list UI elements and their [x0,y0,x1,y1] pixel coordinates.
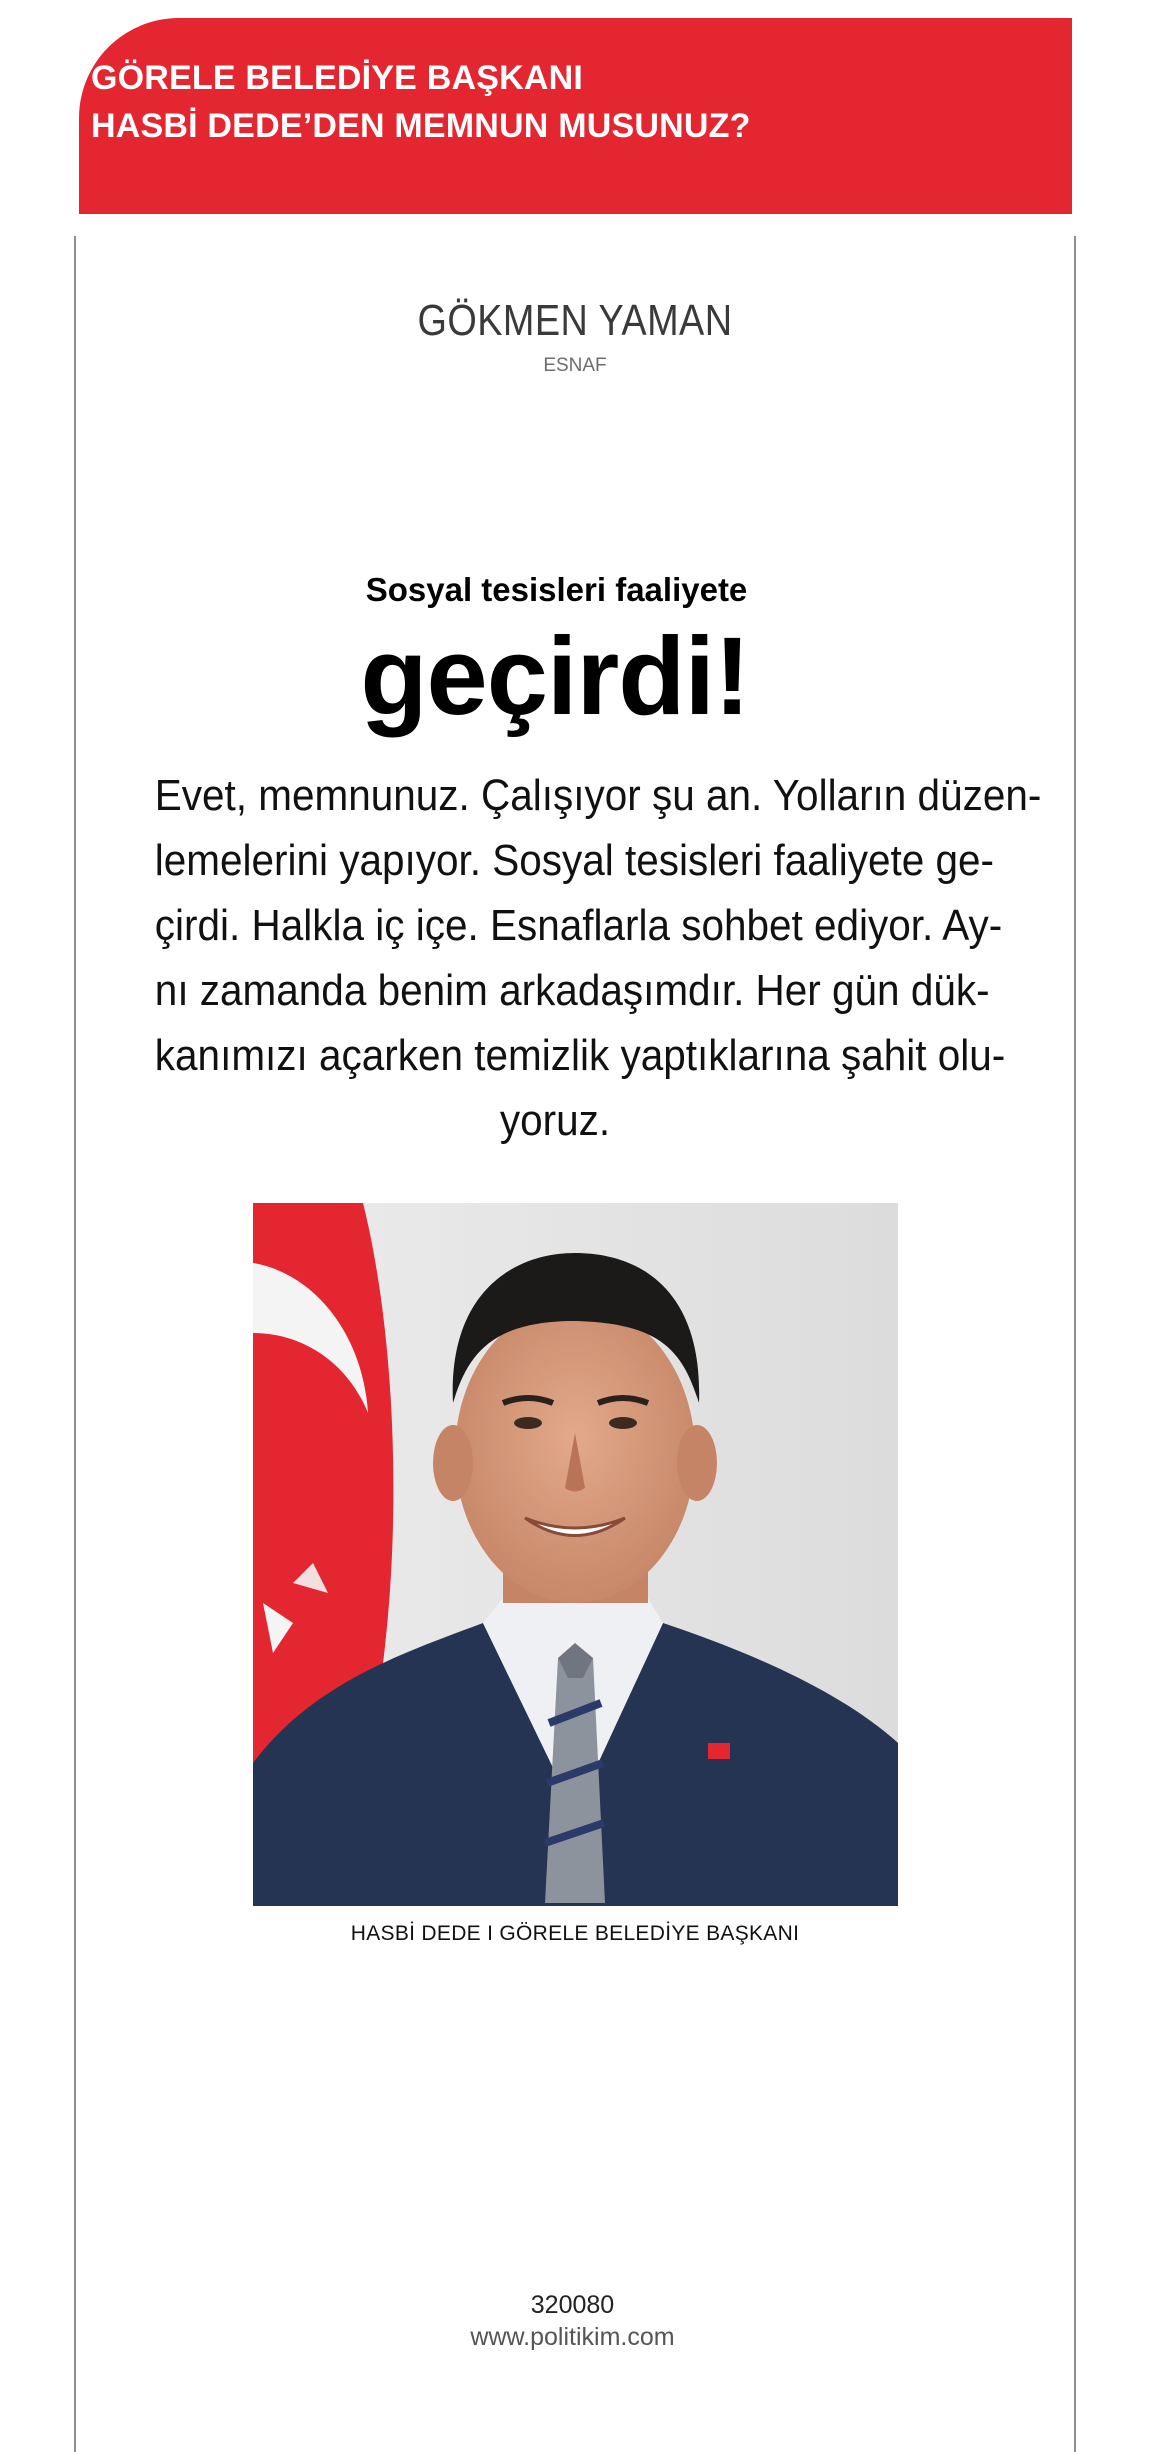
author-name: GÖKMEN YAMAN [417,296,733,345]
footer-number: 320080 [530,2291,615,2319]
banner-title-line-1: GÖRELE BELEDİYE BAŞKANI [91,59,583,97]
footer-url[interactable]: www.politikim.com [470,2323,675,2351]
article-body-line: nı zamanda benim arkadaşımdır. Her gün dük- [154,966,990,1015]
article-body-line: lemelerini yapıyor. Sosyal tesisleri faaliyete ge- [154,836,995,885]
article-body-line: çirdi. Halkla iç içe. Esnaflarla sohbet ediyor. Ay- [154,901,1003,950]
article-body [120,763,1042,1153]
headline-kicker: Sosyal tesisleri faaliyete [365,571,748,608]
banner-title-line-2: HASBİ DEDE’DEN MEMNUN MUSUNUZ? [91,107,751,145]
article-body-line: kanımızı açarken temizlik yaptıklarına şahit olu- [154,1031,1006,1080]
photo-caption: HASBİ DEDE I GÖRELE BELEDİYE BAŞKANI [350,1922,800,1945]
article-body-line: Evet, memnunuz. Çalışıyor şu an. Yolların düzen- [154,771,1042,820]
author-role: ESNAF [543,355,607,376]
banner-title [91,54,751,150]
portrait-photo [253,1203,898,1906]
article-body-line: yoruz. [499,1096,611,1145]
headline: geçirdi! [360,615,750,738]
